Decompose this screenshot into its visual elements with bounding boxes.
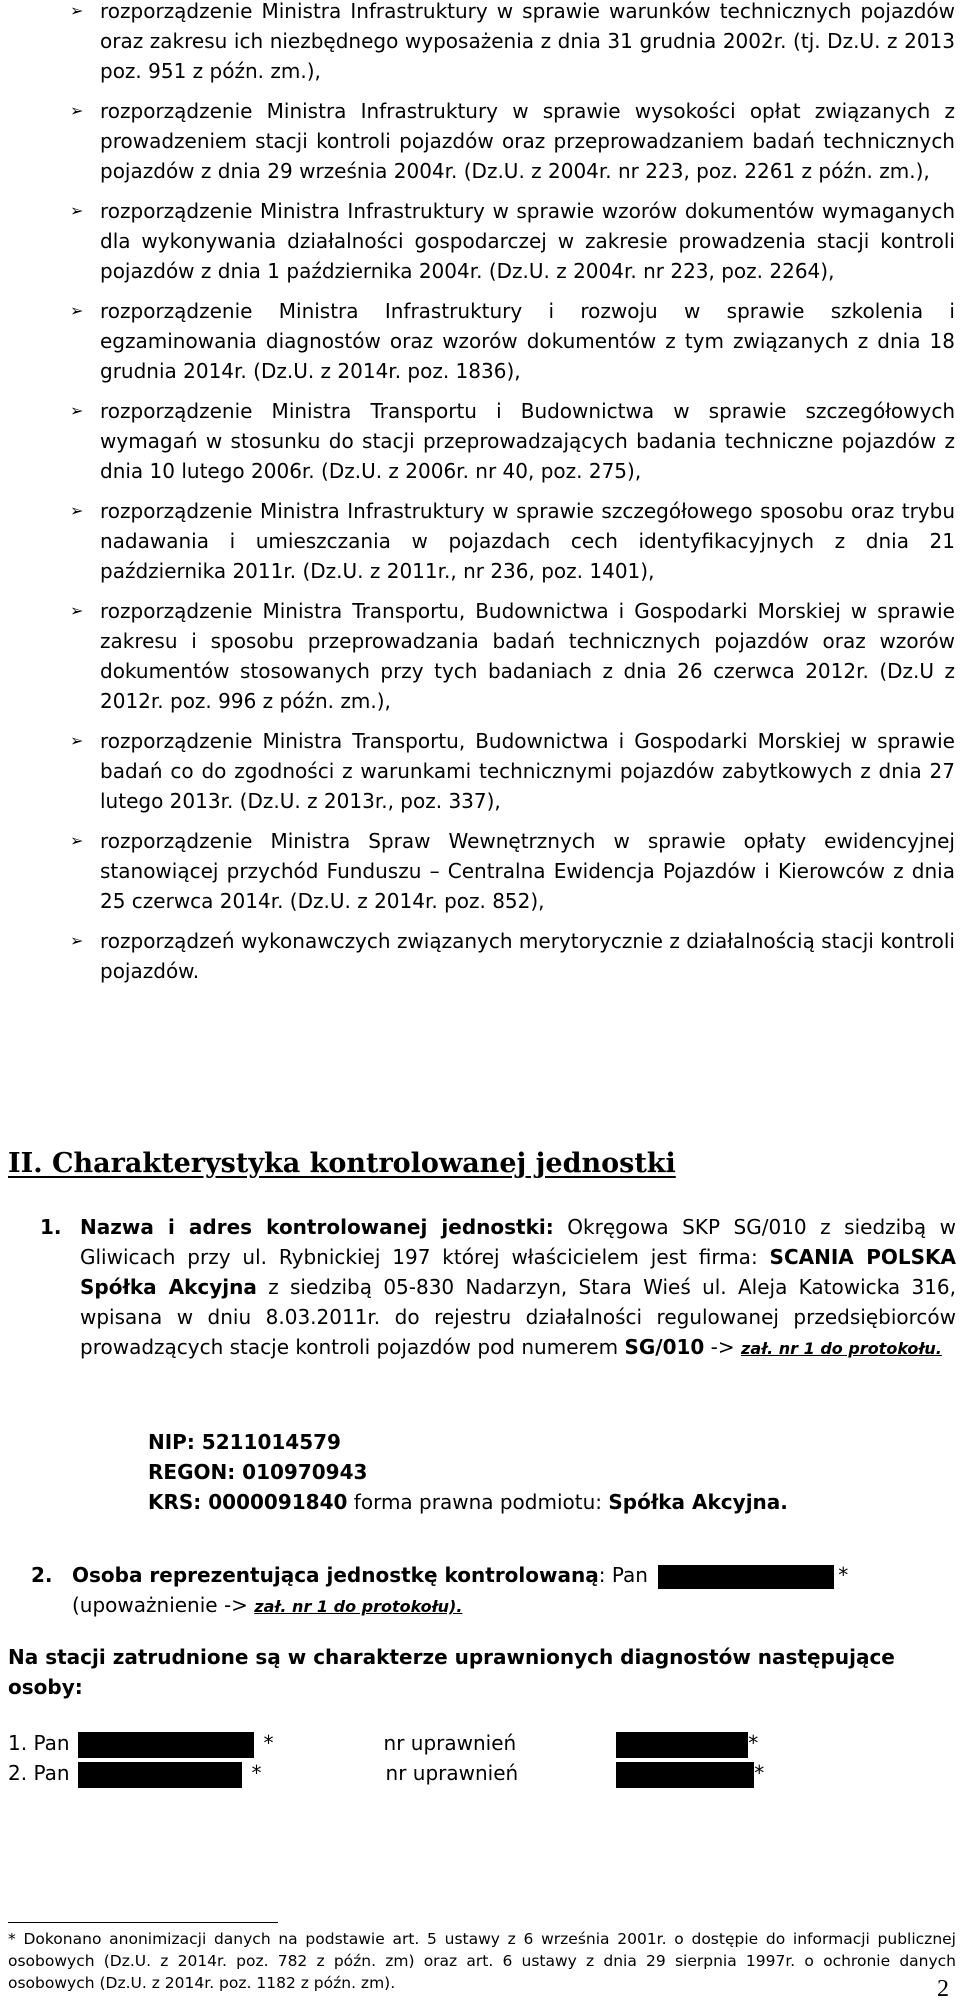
staff-row: 1. Pan * nr uprawnień * (8, 1728, 758, 1758)
list-item: ➢ rozporządzenie Ministra Infrastruktury w sprawie wysokości opłat związanych z prowadzeniem stacji kontroli pojazdów oraz przeprowadzaniem badań technicznych pojazdów z dnia 29 września 2004r. (Dz.U. z 2004r. nr 223, poz. 2261 z późn. zm.), (70, 96, 955, 186)
redacted-license-number (616, 1732, 748, 1758)
list-item: ➢ rozporządzenie Ministra Infrastruktury w sprawie warunków technicznych pojazdów oraz zakresu ich niezbędnego wyposażenia z dnia 31 grudnia 2002r. (tj. Dz.U. z 2013 poz. 951 z późn. zm.), (70, 0, 955, 86)
arrow-bullet-icon: ➢ (70, 831, 84, 850)
page-number: 2 (937, 1976, 949, 2002)
arrow-bullet-icon: ➢ (70, 731, 84, 750)
item-number: 2. (31, 1563, 53, 1587)
legal-basis-list (70, 0, 955, 996)
company-identifiers: NIP: 5211014579 REGON: 010970943 KRS: 0000091840 forma prawna podmiotu: Spółka Akcyjna. (148, 1430, 788, 1514)
arrow-bullet-icon: ➢ (70, 931, 84, 950)
item-number: 1. (40, 1215, 62, 1239)
staff-row: 2. Pan * nr uprawnień * (8, 1758, 764, 1788)
representative-paragraph: Osoba reprezentująca jednostkę kontrolowaną: Pan * (upoważnienie -> zał. nr 1 do protokołu). (72, 1563, 849, 1617)
arrow-bullet-icon: ➢ (70, 301, 84, 320)
arrow-bullet-icon: ➢ (70, 1, 84, 20)
list-item: ➢ rozporządzenie Ministra Infrastruktury w sprawie szczegółowego sposobu oraz trybu nadawania i umieszczania w pojazdach cech identyfikacyjnych z dnia 21 października 2011r. (Dz.U. z 2011r., nr 236, poz. 1401), (70, 496, 955, 586)
legal-form: Spółka Akcyjna. (608, 1490, 788, 1514)
unit-name-paragraph: Nazwa i adres kontrolowanej jednostki: Okręgowa SKP SG/010 z siedzibą w Gliwicach przy ul. Rybnickiej 197 której właścicielem jest firma: SCANIA POLSKA Spółka Akcyjna z siedzibą 05-830 Nadarzyn, Stara Wieś ul. Aleja Katowicka 316, wpisana w dniu 8.03.2011r. do rejestru działalności regulowanej przedsiębiorców prowadzących stacje kontroli pojazdów pod numerem SG/010 -> zał. nr 1 do protokołu. (80, 1215, 957, 1359)
staff-heading: Na stacji zatrudnione są w charakterze uprawnionych diagnostów następujące osoby: (8, 1645, 895, 1699)
arrow-bullet-icon: ➢ (70, 201, 84, 220)
attachment-reference: zał. nr 1 do protokołu. (741, 1339, 942, 1358)
redacted-license-number (616, 1762, 754, 1788)
arrow-bullet-icon: ➢ (70, 401, 84, 420)
nip-number: NIP: 5211014579 (148, 1430, 341, 1454)
redacted-name (78, 1732, 254, 1758)
list-item: ➢ rozporządzenie Ministra Spraw Wewnętrznych w sprawie opłaty ewidencyjnej stanowiącej przychód Funduszu – Centralna Ewidencja Pojazdów i Kierowców z dnia 25 czerwca 2014r. (Dz.U. z 2014r. poz. 852), (70, 826, 955, 916)
company-name: SCANIA POLSKA Spółka Akcyjna (80, 1245, 957, 1299)
regon-number: REGON: 010970943 (148, 1460, 368, 1484)
list-item: ➢ rozporządzenie Ministra Transportu, Budownictwa i Gospodarki Morskiej w sprawie zakresu i sposobu przeprowadzania badań technicznych pojazdów oraz wzorów dokumentów stosowanych przy tych badaniach z dnia 26 czerwca 2012r. (Dz.U z 2012r. poz. 996 z późn. zm.), (70, 596, 955, 716)
list-item: ➢ rozporządzenie Ministra Infrastruktury w sprawie wzorów dokumentów wymaganych dla wykonywania działalności gospodarczej w zakresie prowadzenia stacji kontroli pojazdów z dnia 1 października 2004r. (Dz.U. z 2004r. nr 223, poz. 2264), (70, 196, 955, 286)
footnote-divider (8, 1922, 278, 1923)
arrow-bullet-icon: ➢ (70, 101, 84, 120)
arrow-bullet-icon: ➢ (70, 601, 84, 620)
arrow-bullet-icon: ➢ (70, 501, 84, 520)
redacted-name (658, 1565, 834, 1589)
list-item: ➢ rozporządzenie Ministra Transportu, Budownictwa i Gospodarki Morskiej w sprawie badań co do zgodności z warunkami technicznymi pojazdów zabytkowych z dnia 27 lutego 2013r. (Dz.U. z 2013r., poz. 337), (70, 726, 955, 816)
list-item: ➢ rozporządzeń wykonawczych związanych merytorycznie z działalnością stacji kontroli pojazdów. (70, 926, 955, 986)
list-item: ➢ rozporządzenie Ministra Infrastruktury i rozwoju w sprawie szkolenia i egzaminowania diagnostów oraz wzorów dokumentów z tym związanych z dnia 18 grudnia 2014r. (Dz.U. z 2014r. poz. 1836), (70, 296, 955, 386)
footnote: * Dokonano anonimizacji danych na podstawie art. 5 ustawy z 6 września 2001r. o dostępie do informacji publicznej osobowych (Dz.U. z 2014r. poz. 782 z późn. zm) oraz art. 6 ustawy z dnia 29 sierpnia 1997r. o ochronie danych osobowych (Dz.U. z 2014r. poz. 1182 z późn. zm). (8, 1930, 956, 1992)
list-item: ➢ rozporządzenie Ministra Transportu i Budownictwa w sprawie szczegółowych wymagań w stosunku do stacji przeprowadzających badania techniczne pojazdów z dnia 10 lutego 2006r. (Dz.U. z 2006r. nr 40, poz. 275), (70, 396, 955, 486)
registry-number: SG/010 (624, 1335, 705, 1359)
krs-number: KRS: 0000091840 (148, 1490, 348, 1514)
representative-label: Osoba reprezentująca jednostkę kontrolowaną (72, 1563, 599, 1587)
redacted-name (78, 1762, 242, 1788)
unit-name-label: Nazwa i adres kontrolowanej jednostki: (80, 1215, 554, 1239)
section-heading: II. Charakterystyka kontrolowanej jednostki (8, 1148, 676, 1179)
attachment-reference: zał. nr 1 do protokołu). (254, 1597, 463, 1616)
